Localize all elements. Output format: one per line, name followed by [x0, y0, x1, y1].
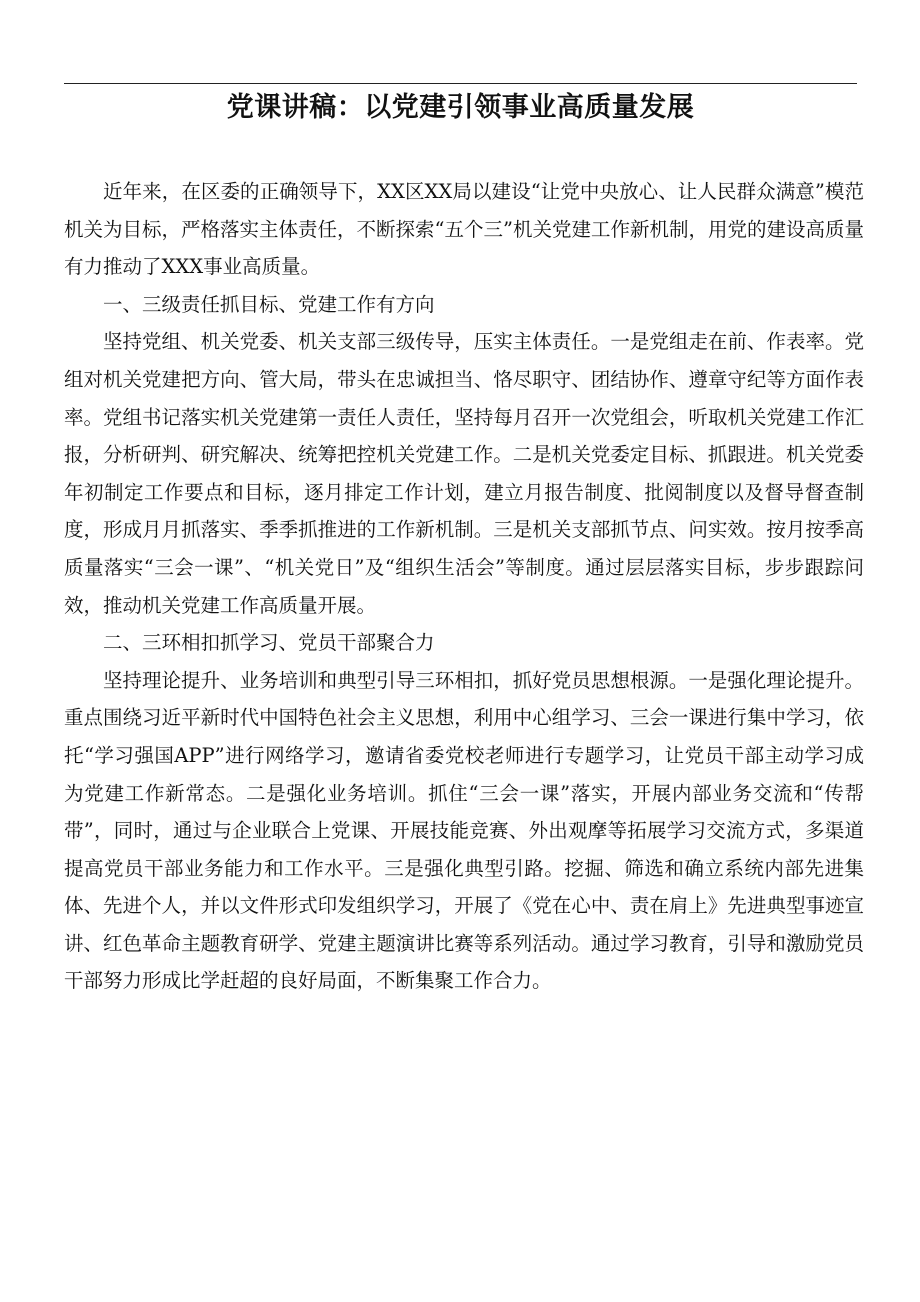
header-rule [64, 83, 857, 84]
section-1-paragraph: 坚持党组、机关党委、机关支部三级传导，压实主体责任。一是党组走在前、作表率。党组对机关党建把方向、管大局，带头在忠诚担当、恪尽职守、团结协作、遵章守纪等方面作表率。党组书记落实机关党建第一责任人责任，坚持每月召开一次党组会，听取机关党建工作汇报，分析研判、研究解决、统筹把控机关党建工作。二是机关党委定目标、抓跟进。机关党委年初制定工作要点和目标，逐月排定工作计划，建立月报告制度、批阅制度以及督导督查制度，形成月月抓落实、季季抓推进的工作新机制。三是机关支部抓节点、问实效。按月按季高质量落实“三会一课”、“机关党日”及“组织生活会”等制度。通过层层落实目标，步步跟踪问效，推动机关党建工作高质量开展。 [64, 330, 864, 617]
document-body [64, 173, 864, 1000]
document-title: 党课讲稿：以党建引领事业高质量发展 [226, 92, 695, 123]
section-2-paragraph: 坚持理论提升、业务培训和典型引导三环相扣，抓好党员思想根源。一是强化理论提升。重点围绕习近平新时代中国特色社会主义思想，利用中心组学习、三会一课进行集中学习，依托“学习强国APP”进行网络学习，邀请省委党校老师进行专题学习，让党员干部主动学习成为党建工作新常态。二是强化业务培训。抓住“三会一课”落实，开展内部业务交流和“传帮带”，同时，通过与企业联合上党课、开展技能竞赛、外出观摩等拓展学习交流方式，多渠道提高党员干部业务能力和工作水平。三是强化典型引路。挖掘、筛选和确立系统内部先进集体、先进个人，并以文件形式印发组织学习，开展了《党在心中、责在肩上》先进典型事迹宣讲、红色革命主题教育研学、党建主题演讲比赛等系列活动。通过学习教育，引导和激励党员干部努力形成比学赶超的良好局面，不断集聚工作合力。 [64, 668, 864, 993]
section-heading-1: 一、三级责任抓目标、党建工作有方向 [103, 292, 435, 316]
section-heading-2: 二、三环相扣抓学习、党员干部聚合力 [103, 631, 435, 655]
intro-paragraph: 近年来，在区委的正确领导下，XX区XX局以建设“让党中央放心、让人民群众满意”模范机关为目标，严格落实主体责任，不断探索“五个三”机关党建工作新机制，用党的建设高质量有力推动了XXX事业高质量。 [64, 180, 864, 279]
